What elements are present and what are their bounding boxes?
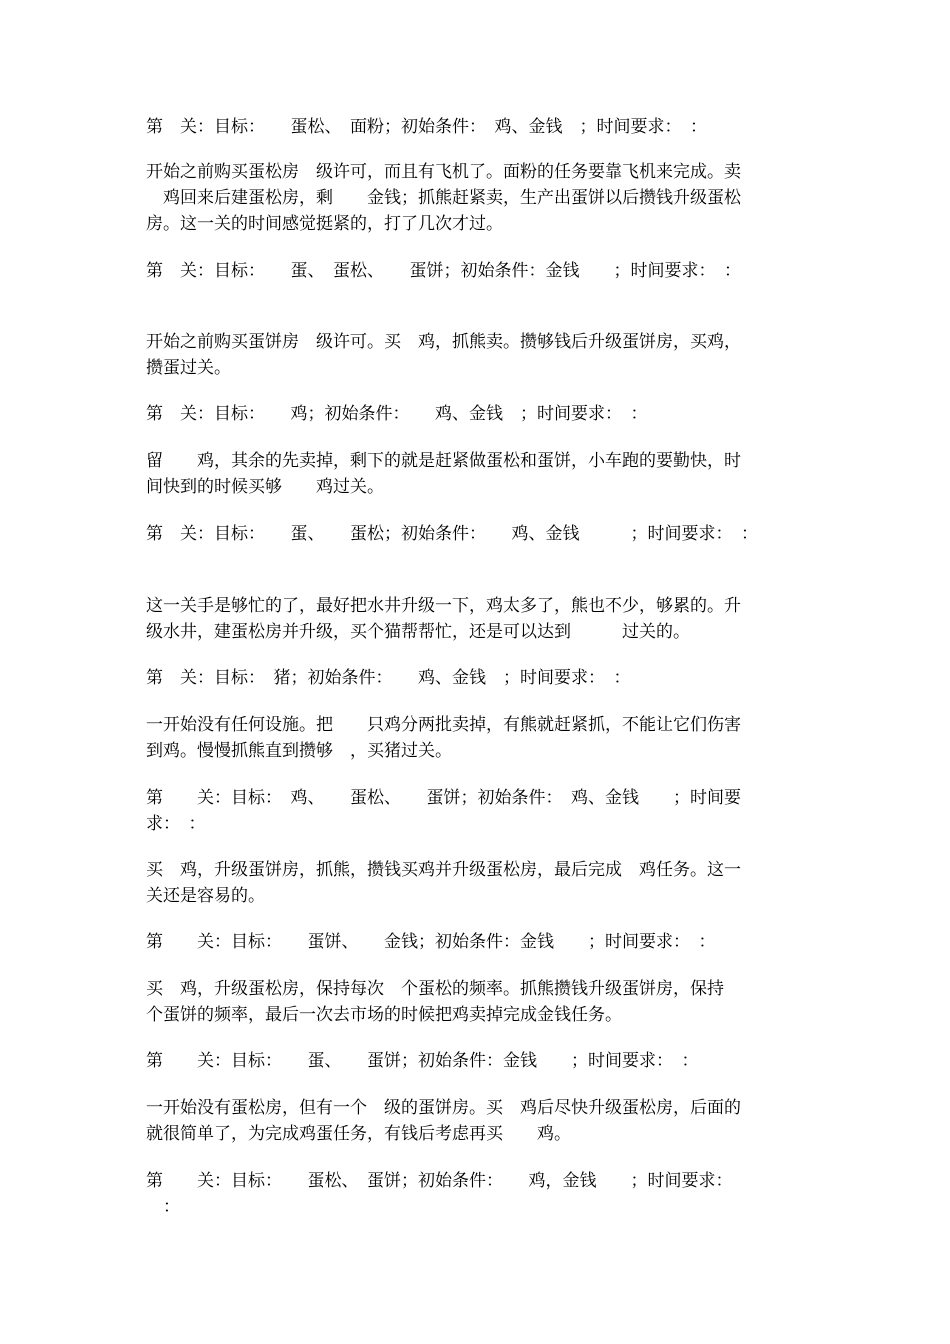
paragraph-line: 关还是容易的。 <box>146 886 265 906</box>
paragraph-line: 买 鸡，升级蛋松房，保持每次 个蛋松的频率。抓熊攒钱升级蛋饼房，保持 <box>146 979 724 999</box>
paragraph-line: 级水井，建蛋松房并升级，买个猫帮帮忙，还是可以达到 过关的。 <box>146 622 690 642</box>
level-header: 求： ： <box>146 814 206 834</box>
paragraph-line: 一开始没有蛋松房，但有一个 级的蛋饼房。买 鸡后尽快升级蛋松房，后面的 <box>146 1098 741 1118</box>
paragraph-line: 一开始没有任何设施。把 只鸡分两批卖掉，有熊就赶紧抓，不能让它们伤害 <box>146 715 741 735</box>
level-header: 第 关：目标： 蛋松、 蛋饼；初始条件： 鸡，金钱 ；时间要求： <box>146 1171 733 1191</box>
paragraph-line: 个蛋饼的频率，最后一次去市场的时候把鸡卖掉完成金钱任务。 <box>146 1005 622 1025</box>
paragraph-line: 间快到的时候买够 鸡过关。 <box>146 477 384 497</box>
paragraph-line: 买 鸡，升级蛋饼房，抓熊，攒钱买鸡并升级蛋松房，最后完成 鸡任务。这一 <box>146 860 741 880</box>
paragraph-line: 攒蛋过关。 <box>146 358 231 378</box>
level-header: 第 关：目标： 猪；初始条件： 鸡、金钱 ；时间要求： ： <box>146 668 631 688</box>
paragraph-line: 留 鸡，其余的先卖掉，剩下的就是赶紧做蛋松和蛋饼，小车跑的要勤快，时 <box>146 451 741 471</box>
level-header: 第 关：目标： 蛋松、 面粉；初始条件： 鸡、金钱 ；时间要求： ： <box>146 117 707 137</box>
paragraph-line: 开始之前购买蛋饼房 级许可。买 鸡，抓熊卖。攒够钱后升级蛋饼房，买鸡， <box>146 332 741 352</box>
paragraph-line: 这一关手是够忙的了，最好把水井升级一下，鸡太多了，熊也不少，够累的。升 <box>146 596 741 616</box>
paragraph-line: 开始之前购买蛋松房 级许可，而且有飞机了。面粉的任务要靠飞机来完成。卖 <box>146 162 741 182</box>
level-header: 第 关：目标： 蛋、 蛋松、 蛋饼；初始条件：金钱 ；时间要求： ： <box>146 261 741 281</box>
paragraph-line: 房。这一关的时间感觉挺紧的，打了几次才过。 <box>146 214 503 234</box>
paragraph-line: 到鸡。慢慢抓熊直到攒够 ，买猪过关。 <box>146 741 452 761</box>
level-header: 第 关：目标： 鸡、 蛋松、 蛋饼；初始条件： 鸡、金钱 ；时间要 <box>146 788 741 808</box>
level-header: 第 关：目标： 蛋、 蛋松；初始条件： 鸡、金钱 ；时间要求： ： <box>146 524 758 544</box>
level-header: ： <box>146 1197 180 1217</box>
level-header: 第 关：目标： 鸡；初始条件： 鸡、金钱 ；时间要求： ： <box>146 404 648 424</box>
level-header: 第 关：目标： 蛋饼、 金钱；初始条件：金钱 ；时间要求： ： <box>146 932 716 952</box>
paragraph-line: 鸡回来后建蛋松房，剩 金钱；抓熊赶紧卖，生产出蛋饼以后攒钱升级蛋松 <box>146 188 741 208</box>
paragraph-line: 就很简单了，为完成鸡蛋任务，有钱后考虑再买 鸡。 <box>146 1124 571 1144</box>
level-header: 第 关：目标： 蛋、 蛋饼；初始条件：金钱 ；时间要求： ： <box>146 1051 699 1071</box>
